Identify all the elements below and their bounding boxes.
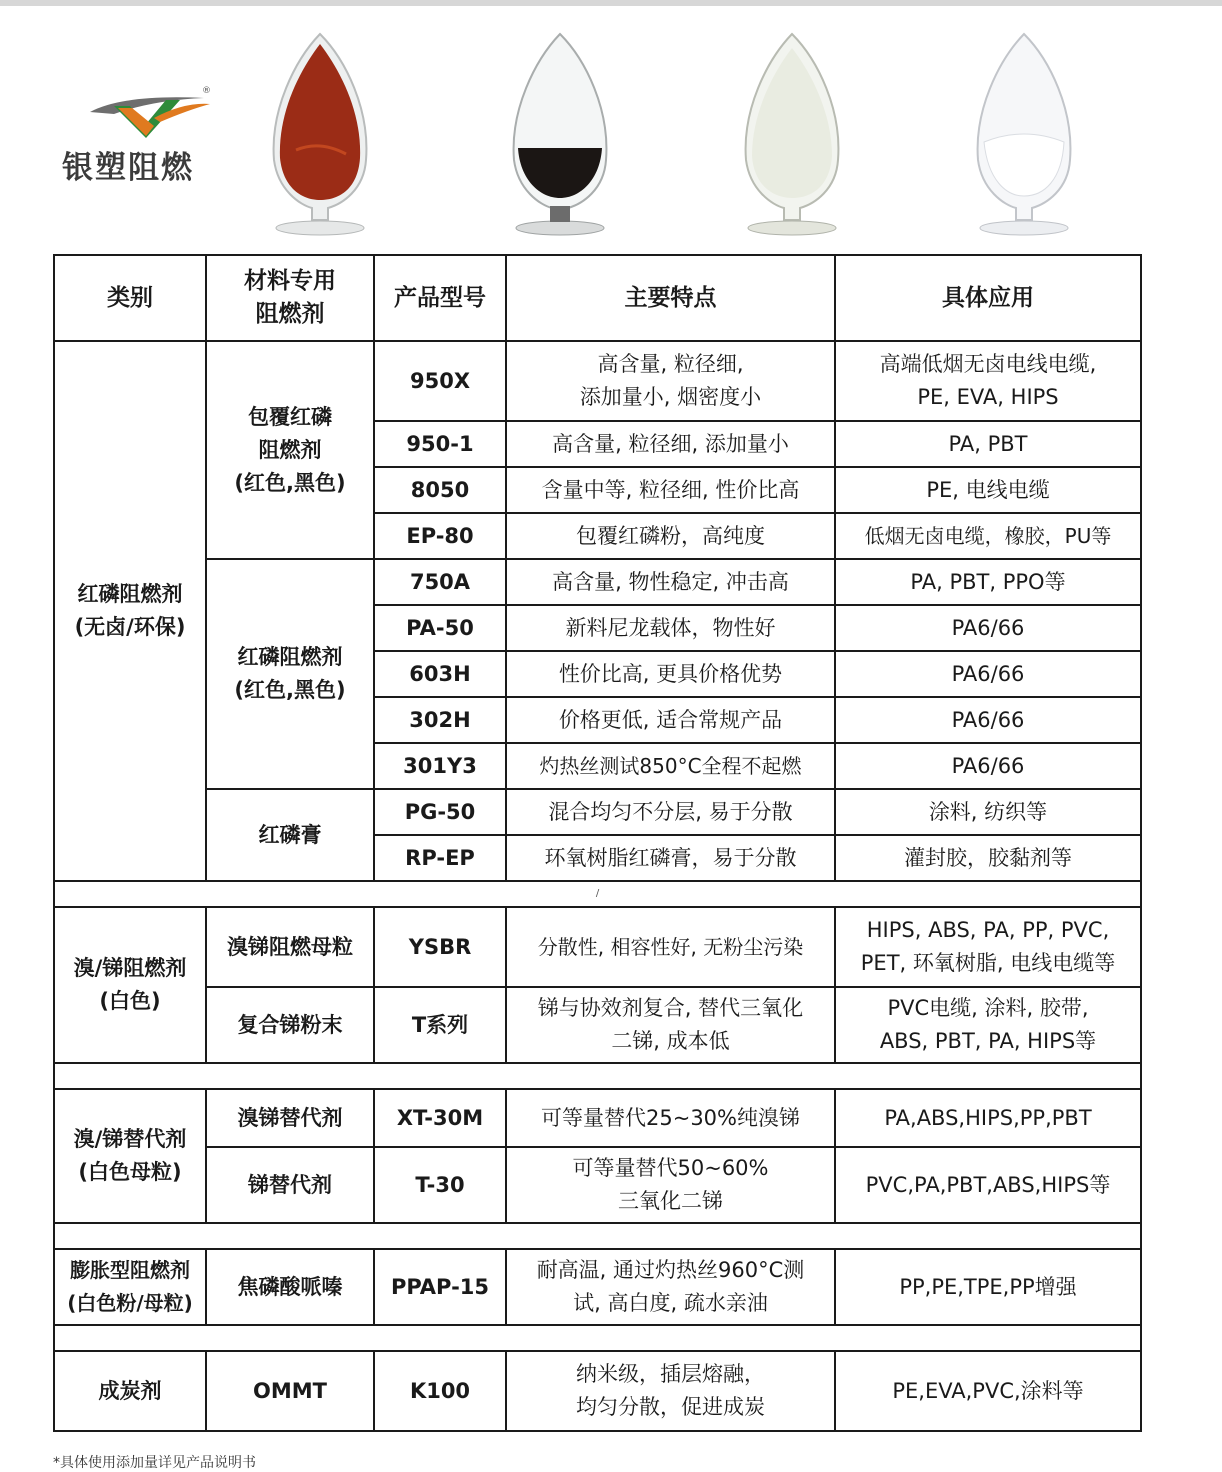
model-cell: RP-EP: [374, 835, 506, 881]
feature-cell: 锑与协效剂复合, 替代三氧化 二锑, 成本低: [506, 987, 835, 1063]
model-cell: 750A: [374, 559, 506, 605]
table-row: [54, 789, 1141, 835]
material-cell: 溴锑替代剂: [206, 1089, 374, 1147]
material-red-phosphorus-paste: 红磷膏: [206, 789, 374, 881]
model-cell: 302H: [374, 697, 506, 743]
section-gap: [54, 881, 1141, 907]
application-cell: PP,PE,TPE,PP增强: [835, 1249, 1141, 1325]
section-gap: [54, 1223, 1141, 1249]
model-cell: XT-30M: [374, 1089, 506, 1147]
model-cell: PPAP-15: [374, 1249, 506, 1325]
section-gap: [54, 1325, 1141, 1351]
application-cell: PA, PBT, PPO等: [835, 559, 1141, 605]
brand-logo: [62, 82, 232, 192]
feature-cell: 混合均匀不分层, 易于分散: [506, 789, 835, 835]
model-cell: PG-50: [374, 789, 506, 835]
gap-cell: [54, 1325, 1141, 1351]
footnote: *具体使用添加量详见产品说明书: [53, 1455, 256, 1471]
application-cell: PE,EVA,PVC,涂料等: [835, 1351, 1141, 1431]
feature-cell: 分散性, 相容性好, 无粉尘污染: [506, 907, 835, 987]
material-cell: 复合锑粉末: [206, 987, 374, 1063]
feature-cell: 耐高温, 通过灼热丝960°C测 试, 高白度, 疏水亲油: [506, 1249, 835, 1325]
application-cell: PA6/66: [835, 743, 1141, 789]
feature-cell: 可等量替代50~60% 三氧化二锑: [506, 1147, 835, 1223]
feature-cell: 可等量替代25~30%纯溴锑: [506, 1089, 835, 1147]
table-row: [54, 907, 1141, 987]
model-cell: PA-50: [374, 605, 506, 651]
material-cell: 锑替代剂: [206, 1147, 374, 1223]
brand-name: 银塑阻燃: [62, 150, 194, 186]
header-row: [54, 255, 1141, 341]
application-cell: PE, 电线电缆: [835, 467, 1141, 513]
black-pellets-flask-image: [490, 30, 630, 236]
application-cell: PA6/66: [835, 651, 1141, 697]
feature-cell: 含量中等, 粒径细, 性价比高: [506, 467, 835, 513]
header-application: 具体应用: [835, 255, 1141, 341]
model-cell: 8050: [374, 467, 506, 513]
category-intumescent: 膨胀型阻燃剂 (白色粉/母粒): [54, 1249, 206, 1325]
material-cell: 溴锑阻燃母粒: [206, 907, 374, 987]
model-cell: T系列: [374, 987, 506, 1063]
model-cell: K100: [374, 1351, 506, 1431]
category-replacement: 溴/锑替代剂 (白色母粒): [54, 1089, 206, 1223]
material-red-phosphorus: 红磷阻燃剂 (红色,黑色): [206, 559, 374, 789]
table-row: [54, 341, 1141, 421]
model-cell: 950X: [374, 341, 506, 421]
gap-mark: /: [54, 881, 1141, 907]
model-cell: YSBR: [374, 907, 506, 987]
header-category: 类别: [54, 255, 206, 341]
category-red-phosphorus: 红磷阻燃剂 (无卤/环保): [54, 341, 206, 881]
table-row: [54, 987, 1141, 1063]
red-pellets-flask-image: [250, 30, 390, 236]
table-row: [54, 1249, 1141, 1325]
feature-cell: 纳米级，插层熔融， 均匀分散，促进成炭: [506, 1351, 835, 1431]
application-cell: PA6/66: [835, 605, 1141, 651]
feature-cell: 高含量, 粒径细, 添加量小, 烟密度小: [506, 341, 835, 421]
table-row: [54, 1089, 1141, 1147]
model-cell: EP-80: [374, 513, 506, 559]
category-bromine-antimony: 溴/锑阻燃剂 (白色): [54, 907, 206, 1063]
model-cell: 950-1: [374, 421, 506, 467]
application-cell: 高端低烟无卤电线电缆, PE, EVA, HIPS: [835, 341, 1141, 421]
application-cell: 灌封胶，胶黏剂等: [835, 835, 1141, 881]
application-cell: HIPS, ABS, PA, PP, PVC, PET, 环氧树脂, 电线电缆等: [835, 907, 1141, 987]
feature-cell: 包覆红磷粉，高纯度: [506, 513, 835, 559]
gap-cell: [54, 1223, 1141, 1249]
application-cell: PVC电缆, 涂料, 胶带, ABS, PBT, PA, HIPS等: [835, 987, 1141, 1063]
material-coated-red-phosphorus: 包覆红磷 阻燃剂 (红色,黑色): [206, 341, 374, 559]
header-model: 产品型号: [374, 255, 506, 341]
registered-mark: ®: [202, 86, 211, 96]
table-row: [54, 1351, 1141, 1431]
header-material: 材料专用 阻燃剂: [206, 255, 374, 341]
table-row: [54, 559, 1141, 605]
gap-cell: [54, 1063, 1141, 1089]
feature-cell: 环氧树脂红磷膏，易于分散: [506, 835, 835, 881]
application-cell: PA6/66: [835, 697, 1141, 743]
section-gap: [54, 1063, 1141, 1089]
application-cell: PA,ABS,HIPS,PP,PBT: [835, 1089, 1141, 1147]
product-table: [53, 254, 1142, 1432]
logo-mark-icon: [84, 88, 214, 140]
feature-cell: 价格更低, 适合常规产品: [506, 697, 835, 743]
model-cell: 603H: [374, 651, 506, 697]
feature-cell: 性价比高, 更具价格优势: [506, 651, 835, 697]
feature-cell: 新料尼龙载体，物性好: [506, 605, 835, 651]
feature-cell: 高含量, 物性稳定, 冲击高: [506, 559, 835, 605]
application-cell: 低烟无卤电缆，橡胶，PU等: [835, 513, 1141, 559]
top-border: [0, 0, 1222, 6]
feature-cell: 灼热丝测试850°C全程不起燃: [506, 743, 835, 789]
model-cell: 301Y3: [374, 743, 506, 789]
feature-cell: 高含量, 粒径细, 添加量小: [506, 421, 835, 467]
material-cell: 焦磷酸哌嗪: [206, 1249, 374, 1325]
material-cell: OMMT: [206, 1351, 374, 1431]
white-powder-flask-image: [954, 30, 1094, 236]
category-char-former: 成炭剂: [54, 1351, 206, 1431]
model-cell: T-30: [374, 1147, 506, 1223]
application-cell: 涂料, 纺织等: [835, 789, 1141, 835]
table-row: [54, 1147, 1141, 1223]
application-cell: PA, PBT: [835, 421, 1141, 467]
application-cell: PVC,PA,PBT,ABS,HIPS等: [835, 1147, 1141, 1223]
header-features: 主要特点: [506, 255, 835, 341]
white-pellets-flask-image: [722, 30, 862, 236]
